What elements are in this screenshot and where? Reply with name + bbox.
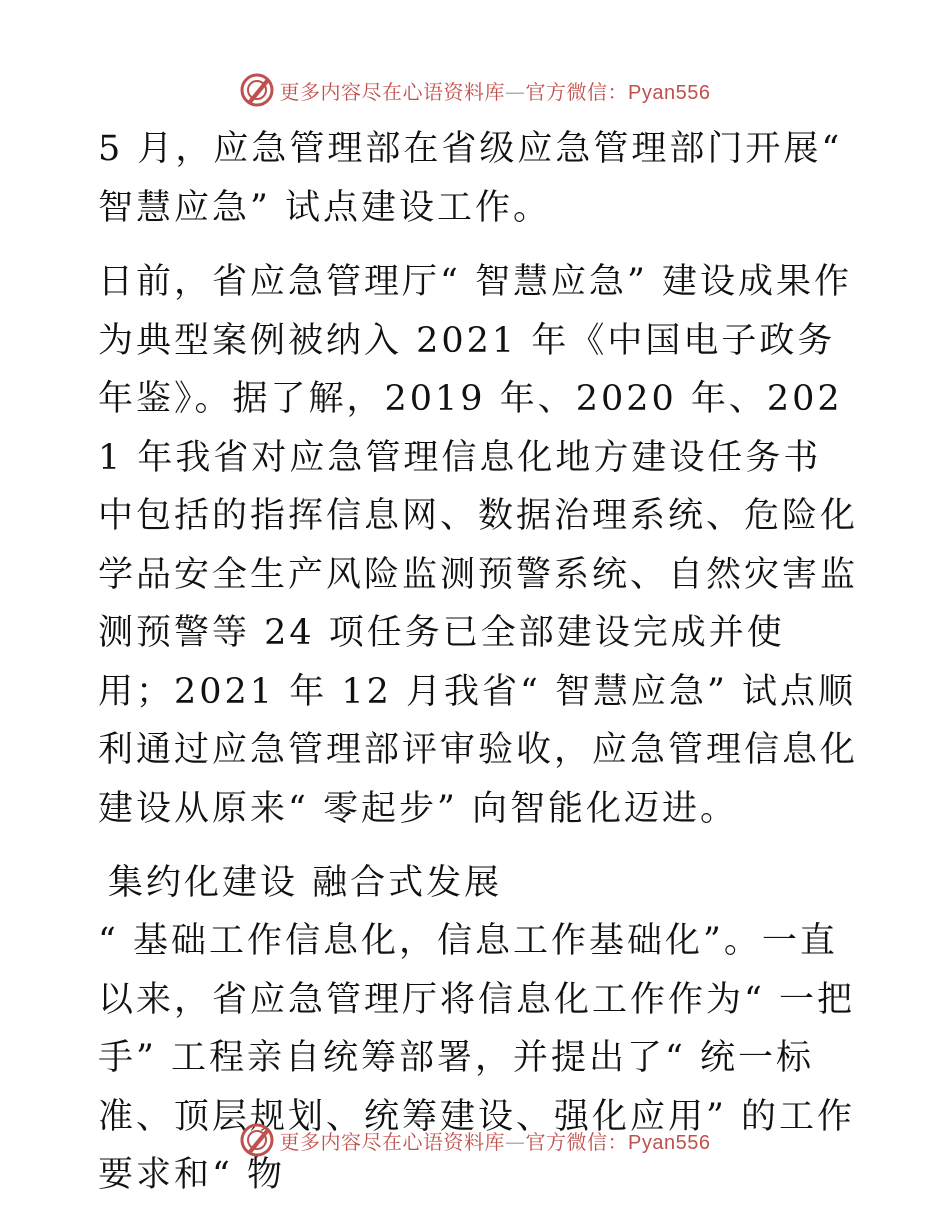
pen-logo-icon <box>240 1123 274 1157</box>
pen-logo-icon <box>240 73 274 107</box>
paragraph-2: 日前，省应急管理厅“ 智慧应急” 建设成果作为典型案例被纳入 2021 年《中国电子政务年鉴》。据了解，2019 年、2020 年、2021 年我省对应急管理信息化地方建设任务书中包括的指挥信息网、数据治理系统、危险化学品安全生产风险监测预警系统、自然灾害监测预警等 24 项任务已全部建设完成并使用；2021 年 12 月我省“ 智慧应急” 试点顺利通过应急管理部评审验收，应急管理信息化建设从原来“ 零起步” 向智能化迈进。 <box>98 262 859 829</box>
section-heading: 集约化建设 融合式发展 <box>108 863 503 903</box>
watermark-separator: — <box>505 1129 526 1154</box>
paragraph-1: 5 月，应急管理部在省级应急管理部门开展“ 智慧应急” 试点建设工作。 <box>98 129 843 228</box>
watermark-id: Pyan556 <box>628 81 711 104</box>
watermark-suffix: 官方微信： <box>525 79 629 104</box>
watermark-suffix: 官方微信： <box>525 1129 629 1154</box>
watermark-header <box>0 70 950 110</box>
watermark-footer <box>0 1120 950 1160</box>
watermark-text: 更多内容尽在心语资料库 <box>279 79 506 104</box>
watermark-id: Pyan556 <box>628 1131 711 1154</box>
watermark-separator: — <box>505 79 526 104</box>
paragraph-3: “ 基础工作信息化，信息工作基础化”。一直以来，省应急管理厅将信息化工作作为“ 一把手” 工程亲自统筹部署，并提出了“ 统一标准、顶层规划、统筹建设、强化应用” 的工作要求和“ 物 <box>98 921 856 1195</box>
watermark-text: 更多内容尽在心语资料库 <box>279 1129 506 1154</box>
document-body <box>98 120 858 1205</box>
